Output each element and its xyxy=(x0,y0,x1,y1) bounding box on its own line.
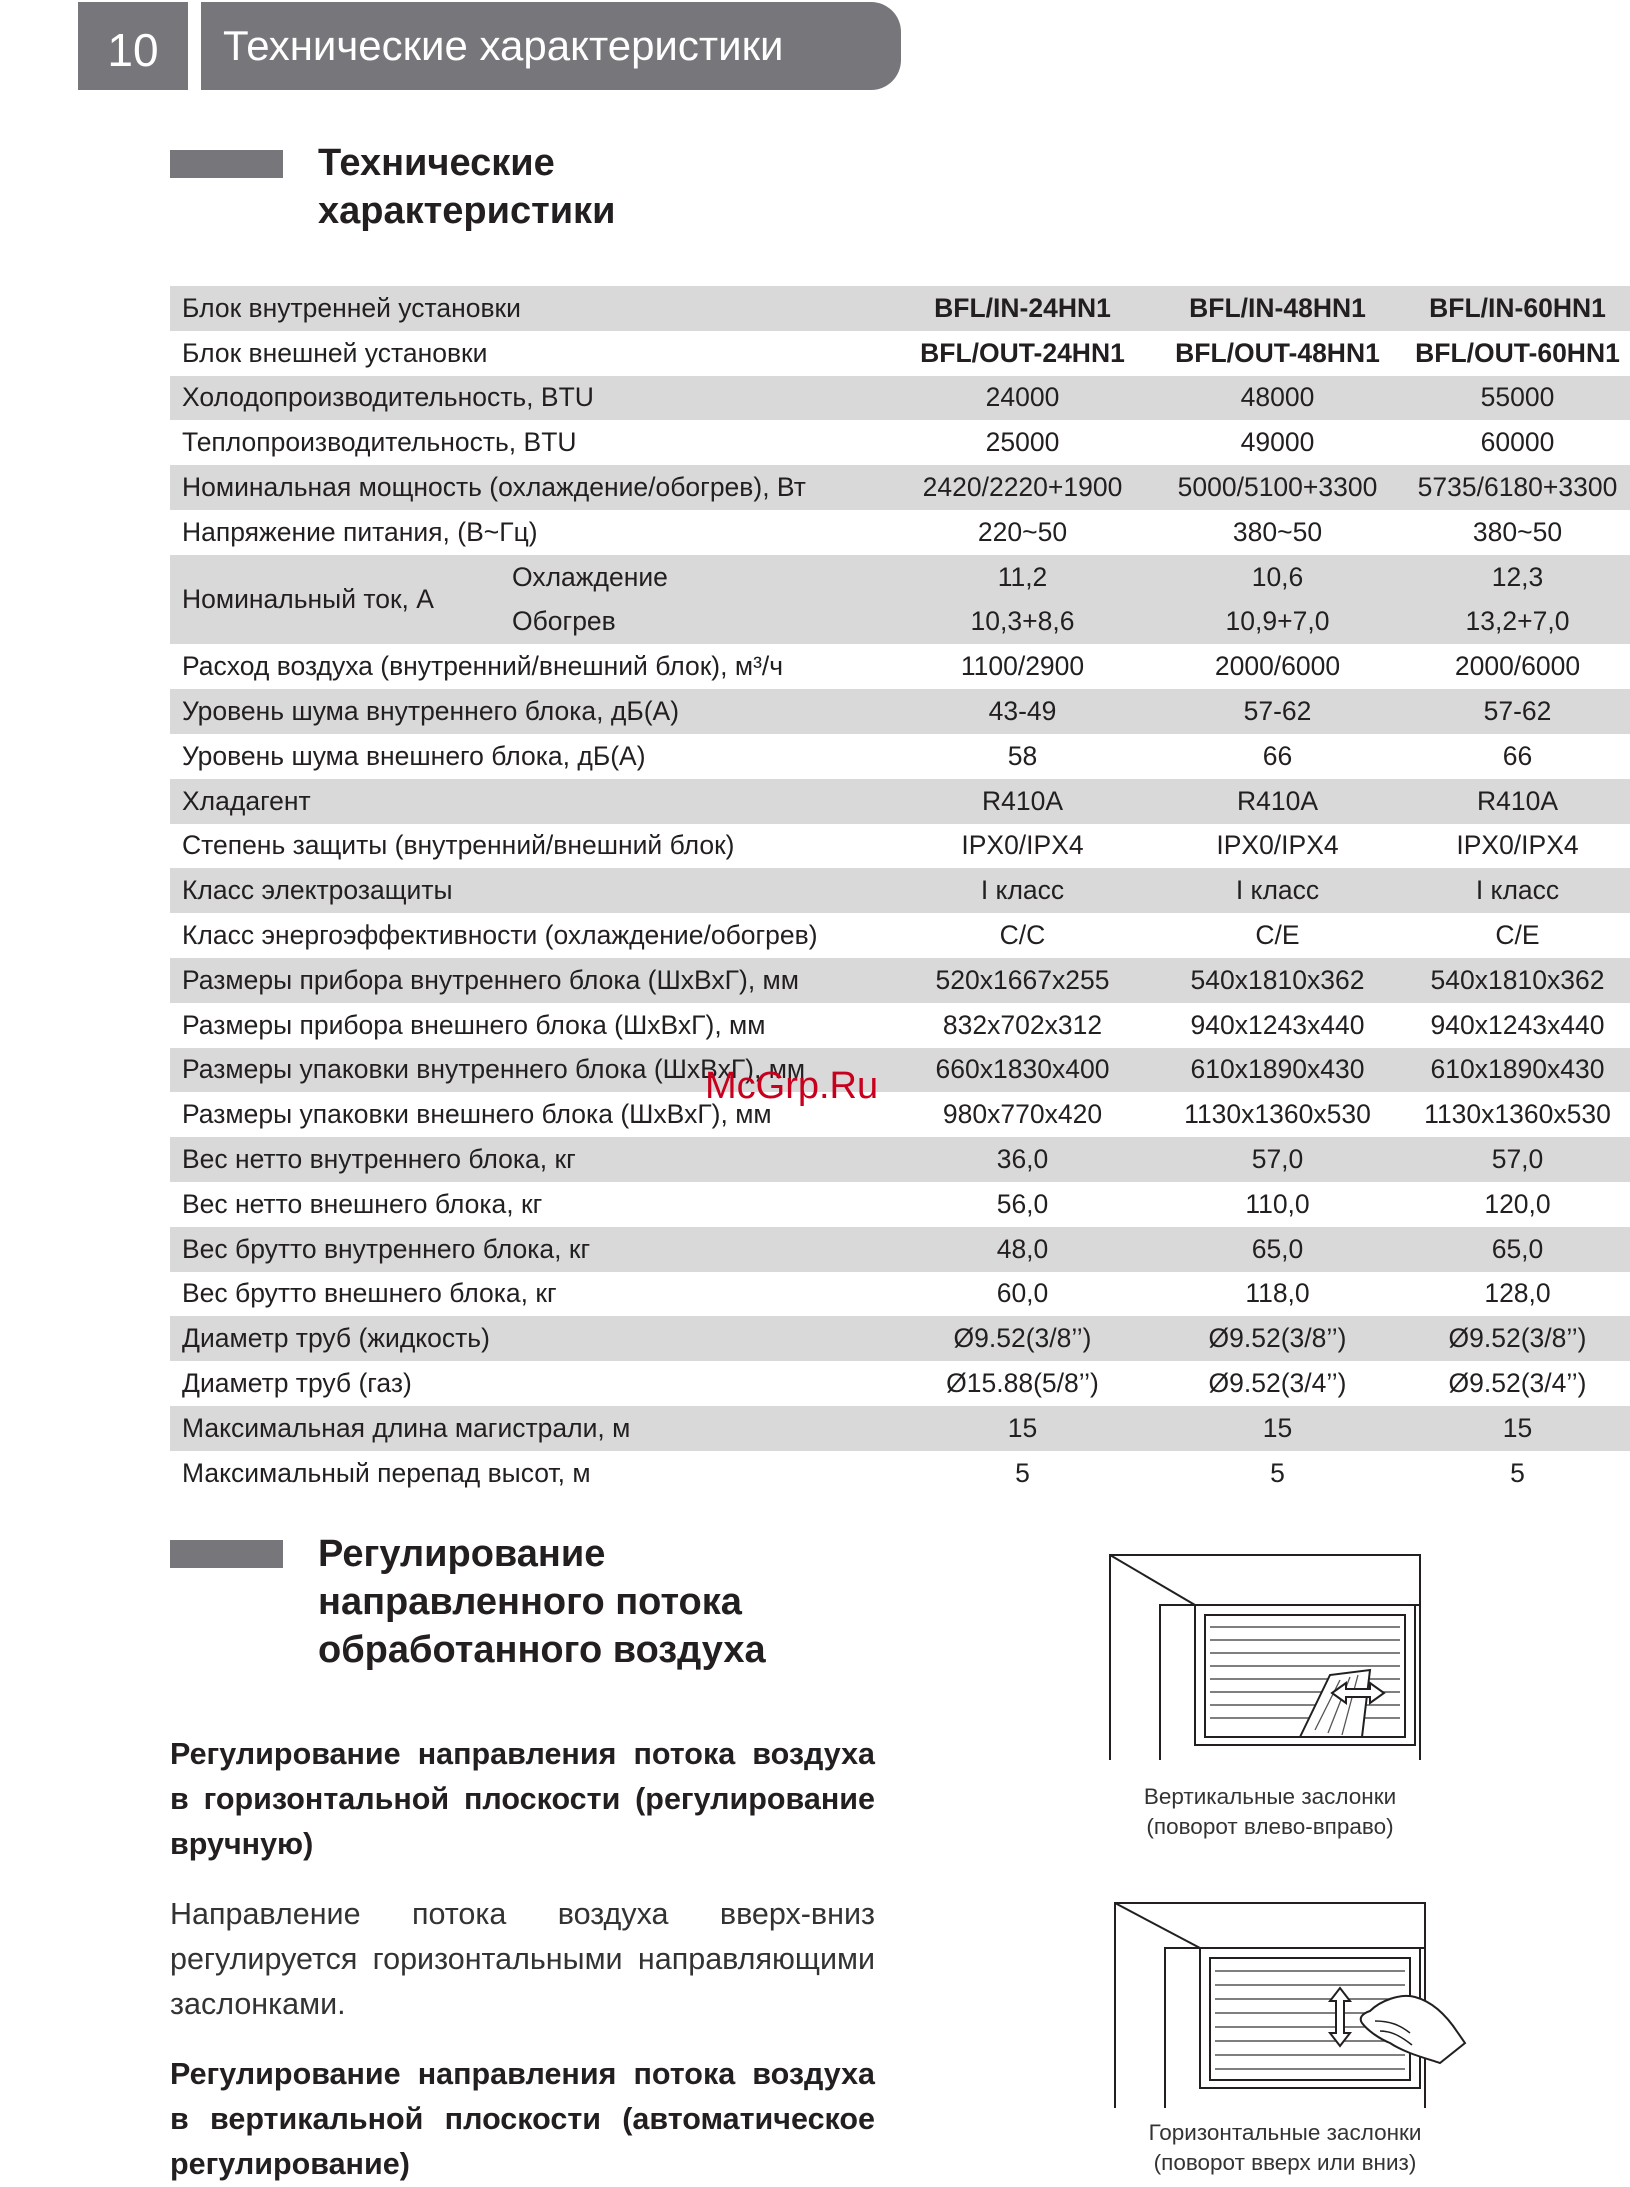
cell-value: 940x1243x440 xyxy=(1430,1009,1605,1040)
cell-value: 540x1810x362 xyxy=(1405,958,1630,1003)
cell-value: 1100/2900 xyxy=(960,651,1085,682)
cell-value: 2000/6000 xyxy=(1454,651,1581,682)
row-label: Вес нетто внутреннего блока, кг xyxy=(170,1137,895,1182)
table-row xyxy=(170,644,1630,689)
cell-value: 60000 xyxy=(1480,427,1555,458)
cell-value: 520x1667x255 xyxy=(895,958,1150,1003)
cell-value: 57,0 xyxy=(1405,1137,1630,1182)
cell-value: 65,0 xyxy=(1150,1227,1405,1272)
cell-value: I класс xyxy=(1150,868,1405,913)
row-label: Размеры упаковки внешнего блока (ШхВхГ), мм xyxy=(182,1099,772,1130)
row-label: Размеры прибора внутреннего блока (ШхВхГ), мм xyxy=(170,958,895,1003)
cell-value: 128,0 xyxy=(1484,1278,1551,1309)
cell-value: 220~50 xyxy=(977,516,1068,547)
section-title-airflow: Регулирование направленного потока обработанного воздуха xyxy=(318,1533,766,1671)
cell-value: 48,0 xyxy=(895,1227,1150,1272)
cell-value: I класс xyxy=(895,868,1150,913)
cell-value: 36,0 xyxy=(895,1137,1150,1182)
row-label: Диаметр труб (газ) xyxy=(182,1368,412,1399)
cell-value: 66 xyxy=(1262,740,1293,771)
cell-value: 57-62 xyxy=(1405,689,1630,734)
cell-value: 5 xyxy=(1270,1457,1285,1488)
row-sublabel: Обогрев xyxy=(510,600,895,645)
row-label: Номинальная мощность (охлаждение/обогрев), Вт xyxy=(170,465,895,510)
row-label: Размеры прибора внешнего блока (ШхВхГ), мм xyxy=(182,1009,766,1040)
cell-value: 1130x1360x530 xyxy=(1184,1099,1371,1130)
cell-value: Ø9.52(3/4’’) xyxy=(1208,1368,1347,1399)
cell-value: 49000 xyxy=(1240,427,1315,458)
cell-value: 43-49 xyxy=(895,689,1150,734)
table-row: Блок внутренней установки BFL/IN-24HN1 BFL/IN-48HN1 BFL/IN-60HN1 xyxy=(170,286,1630,331)
row-label: Номинальный ток, А xyxy=(170,555,510,645)
cell-value: 940x1243x440 xyxy=(1190,1009,1365,1040)
paragraph-louvers: Направление потока воздуха вверх-вниз регулируется горизонтальными направляющими заслонками. xyxy=(170,1897,875,2021)
cell-value: 15 xyxy=(895,1406,1150,1451)
horizontal-louvers-illustration xyxy=(1100,1893,1470,2108)
table-row xyxy=(170,1227,1630,1272)
cell-value: 10,9+7,0 xyxy=(1150,600,1405,645)
cell-value: Ø9.52(3/4’’) xyxy=(1448,1368,1587,1399)
page-number: 10 xyxy=(78,2,188,90)
table-row xyxy=(170,420,1630,465)
row-label: Степень защиты (внутренний/внешний блок) xyxy=(182,830,735,861)
cell-value: 57,0 xyxy=(1150,1137,1405,1182)
section-marker xyxy=(170,1540,283,1568)
table-row xyxy=(170,555,1630,600)
table-row: Блок внешней установки BFL/OUT-24HN1 BFL/OUT-48HN1 BFL/OUT-60HN1 xyxy=(182,337,1620,368)
cell-value: IPX0/IPX4 xyxy=(961,830,1084,861)
cell-value: R410A xyxy=(1405,779,1630,824)
subheading-auto: Регулирование направления потока воздуха в вертикальной плоскости (автоматическое регулирование) xyxy=(170,2057,875,2181)
cell-value: 15 xyxy=(1150,1406,1405,1451)
cell-value: 66 xyxy=(1502,740,1533,771)
table-row xyxy=(170,1092,1630,1137)
cell-value: 118,0 xyxy=(1245,1278,1310,1309)
row-label: Класс энергоэффективности (охлаждение/обогрев) xyxy=(182,920,818,951)
table-row xyxy=(170,779,1630,824)
table-row xyxy=(170,1137,1630,1182)
table-row xyxy=(170,1316,1630,1361)
section-title-specs: Технические характеристики xyxy=(318,142,616,232)
cell-value: 10,3+8,6 xyxy=(895,600,1150,645)
cell-value: I класс xyxy=(1405,868,1630,913)
cell-value: 24000 xyxy=(895,376,1150,421)
cell-value: R410A xyxy=(1150,779,1405,824)
cell-value: Ø9.52(3/8’’) xyxy=(895,1316,1150,1361)
table-row xyxy=(170,1182,1630,1227)
figure-caption-horizontal: Горизонтальные заслонки (поворот вверх или вниз) xyxy=(1148,2120,1422,2175)
table-row xyxy=(170,1048,1630,1093)
cell-value: 380~50 xyxy=(1472,516,1563,547)
table-row xyxy=(170,689,1630,734)
table-row xyxy=(170,1003,1630,1048)
cell-value: 60,0 xyxy=(996,1278,1049,1309)
table-row xyxy=(170,510,1630,555)
cell-value: C/E xyxy=(1495,920,1540,951)
cell-value: 11,2 xyxy=(895,555,1150,600)
chapter-title: Технические характеристики xyxy=(201,2,901,90)
cell-value: 980x770x420 xyxy=(942,1099,1103,1130)
table-row xyxy=(170,1406,1630,1451)
cell-value: R410A xyxy=(895,779,1150,824)
cell-value: 380~50 xyxy=(1232,516,1323,547)
cell-value: 65,0 xyxy=(1405,1227,1630,1272)
table-row xyxy=(170,868,1630,913)
row-label: Уровень шума внутреннего блока, дБ(А) xyxy=(170,689,895,734)
row-label: Вес брутто внешнего блока, кг xyxy=(182,1278,557,1309)
row-label: Напряжение питания, (В~Гц) xyxy=(182,516,538,547)
table-row xyxy=(170,376,1630,421)
cell-value: 540x1810x362 xyxy=(1150,958,1405,1003)
cell-value: 57-62 xyxy=(1150,689,1405,734)
row-label: Расход воздуха (внутренний/внешний блок), м³/ч xyxy=(182,651,784,682)
vertical-louvers-illustration xyxy=(1100,1545,1430,1760)
table-row xyxy=(170,958,1630,1003)
cell-value: IPX0/IPX4 xyxy=(1216,830,1339,861)
row-label: Класс электрозащиты xyxy=(170,868,895,913)
cell-value: 15 xyxy=(1405,1406,1630,1451)
cell-value: IPX0/IPX4 xyxy=(1456,830,1579,861)
cell-value: 12,3 xyxy=(1405,555,1630,600)
cell-value: C/E xyxy=(1255,920,1300,951)
table-row xyxy=(170,1361,1630,1406)
row-label: Теплопроизводительность, BTU xyxy=(182,427,577,458)
cell-value: 120,0 xyxy=(1484,1188,1551,1219)
cell-value: 610x1890x430 xyxy=(1150,1048,1405,1093)
row-label: Вес брутто внутреннего блока, кг xyxy=(170,1227,895,1272)
row-label: Максимальная длина магистрали, м xyxy=(170,1406,895,1451)
table-row xyxy=(170,465,1630,510)
cell-value: 10,6 xyxy=(1150,555,1405,600)
row-label: Уровень шума внешнего блока, дБ(А) xyxy=(182,740,646,771)
row-sublabel: Охлаждение xyxy=(510,555,895,600)
cell-value: 48000 xyxy=(1150,376,1405,421)
watermark: McGrp.Ru xyxy=(705,1065,879,1107)
cell-value: 55000 xyxy=(1405,376,1630,421)
row-label: Вес нетто внешнего блока, кг xyxy=(182,1188,543,1219)
specs-table xyxy=(170,286,1630,1496)
cell-value: 5000/5100+3300 xyxy=(1150,465,1405,510)
cell-value: 2420/2220+1900 xyxy=(895,465,1150,510)
cell-value: 5 xyxy=(1015,1457,1030,1488)
row-label: Холодопроизводительность, BTU xyxy=(170,376,895,421)
cell-value: 5 xyxy=(1510,1457,1525,1488)
cell-value: Ø9.52(3/8’’) xyxy=(1150,1316,1405,1361)
row-label: Хладагент xyxy=(170,779,895,824)
cell-value: 1130x1360x530 xyxy=(1424,1099,1611,1130)
table-row xyxy=(170,913,1630,958)
row-label: Размеры упаковки внутреннего блока (ШхВхГ), мм xyxy=(170,1048,895,1093)
cell-value: 25000 xyxy=(985,427,1060,458)
table-row xyxy=(170,824,1630,869)
figure-caption-vertical: Вертикальные заслонки (поворот влево-вправо) xyxy=(1143,1784,1397,1839)
section-marker xyxy=(170,150,283,178)
subheading-manual: Регулирование направления потока воздуха в горизонтальной плоскости (регулирование вручную) xyxy=(170,1737,875,1861)
cell-value: Ø9.52(3/8’’) xyxy=(1405,1316,1630,1361)
cell-value: 58 xyxy=(1007,740,1038,771)
row-label: Максимальный перепад высот, м xyxy=(182,1457,591,1488)
row-label: Диаметр труб (жидкость) xyxy=(170,1316,895,1361)
cell-value: 832x702x312 xyxy=(942,1009,1103,1040)
table-row xyxy=(170,1451,1630,1496)
cell-value: 2000/6000 xyxy=(1214,651,1341,682)
cell-value: Ø15.88(5/8’’) xyxy=(946,1368,1099,1399)
cell-value: C/C xyxy=(999,920,1046,951)
cell-value: 5735/6180+3300 xyxy=(1405,465,1630,510)
table-row xyxy=(170,1272,1630,1317)
cell-value: 110,0 xyxy=(1245,1188,1310,1219)
cell-value: 13,2+7,0 xyxy=(1405,600,1630,645)
cell-value: 660x1830x400 xyxy=(895,1048,1150,1093)
cell-value: 610x1890x430 xyxy=(1405,1048,1630,1093)
cell-value: 56,0 xyxy=(996,1188,1049,1219)
table-row xyxy=(170,734,1630,779)
